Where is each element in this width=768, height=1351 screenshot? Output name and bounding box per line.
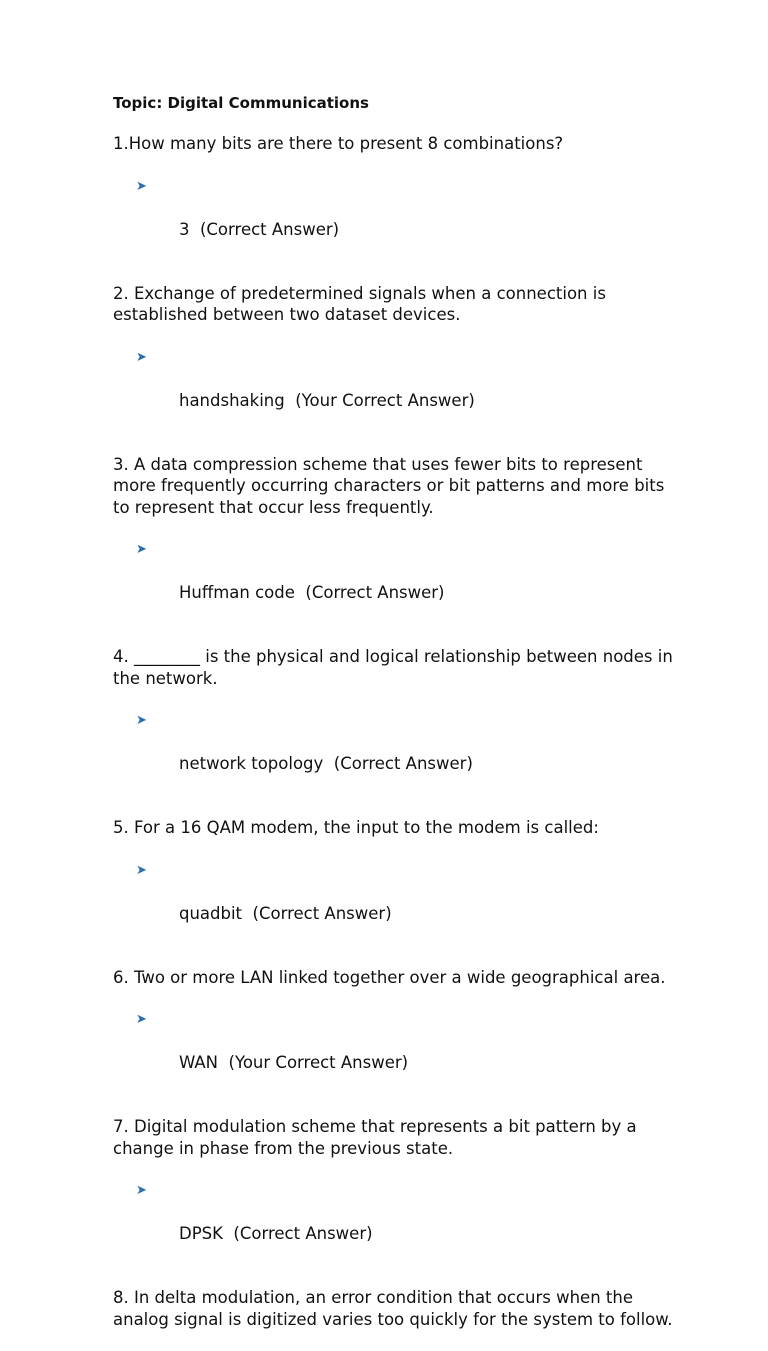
question-6: 6. Two or more LAN linked together over a wide geographical area. [113, 967, 666, 987]
answer-6 [113, 1009, 673, 1095]
answer-4 [113, 710, 673, 796]
answer-2 [113, 347, 673, 433]
answer-1 [113, 176, 673, 262]
arrow-bullet-icon: ➤ [136, 178, 147, 194]
answer-3 [113, 539, 673, 625]
arrow-bullet-icon: ➤ [136, 349, 147, 365]
question-2: 2. Exchange of predetermined signals when a connection is established between two dataset devices. [113, 283, 606, 324]
arrow-bullet-icon: ➤ [136, 1183, 147, 1198]
answer-4-text: network topology (Correct Answer) [178, 754, 473, 773]
question-4: 4. ________ is the physical and logical relationship between nodes in the network. [113, 647, 673, 688]
answer-5 [113, 860, 673, 946]
page-title: Topic: Digital Communications [113, 94, 369, 112]
arrow-bullet-icon: ➤ [136, 713, 147, 728]
arrow-bullet-icon: ➤ [136, 862, 147, 878]
document-page [113, 93, 673, 1351]
question-8: 8. In delta modulation, an error condition that occurs when the analog signal is digitized varies too quickly for the system to follow. [113, 1288, 673, 1329]
answer-7 [113, 1180, 673, 1266]
answer-5-text: quadbit (Correct Answer) [178, 903, 392, 923]
question-1: 1.How many bits are there to present 8 combinations? [113, 134, 564, 153]
question-7: 7. Digital modulation scheme that represents a bit pattern by a change in phase from the previous state. [113, 1117, 637, 1158]
answer-2-text: handshaking (Your Correct Answer) [178, 390, 475, 410]
answer-3-text: Huffman code (Correct Answer) [178, 583, 445, 602]
answer-1-text: 3 (Correct Answer) [178, 219, 340, 239]
arrow-bullet-icon: ➤ [136, 1012, 147, 1027]
answer-6-text: WAN (Your Correct Answer) [178, 1053, 409, 1072]
arrow-bullet-icon: ➤ [136, 542, 147, 557]
question-5: 5. For a 16 QAM modem, the input to the modem is called: [113, 818, 599, 837]
answer-7-text: DPSK (Correct Answer) [178, 1224, 373, 1243]
question-3: 3. A data compression scheme that uses fewer bits to represent more frequently occurring characters or bit patterns and more bits to represent that occur less frequently. [113, 454, 665, 517]
